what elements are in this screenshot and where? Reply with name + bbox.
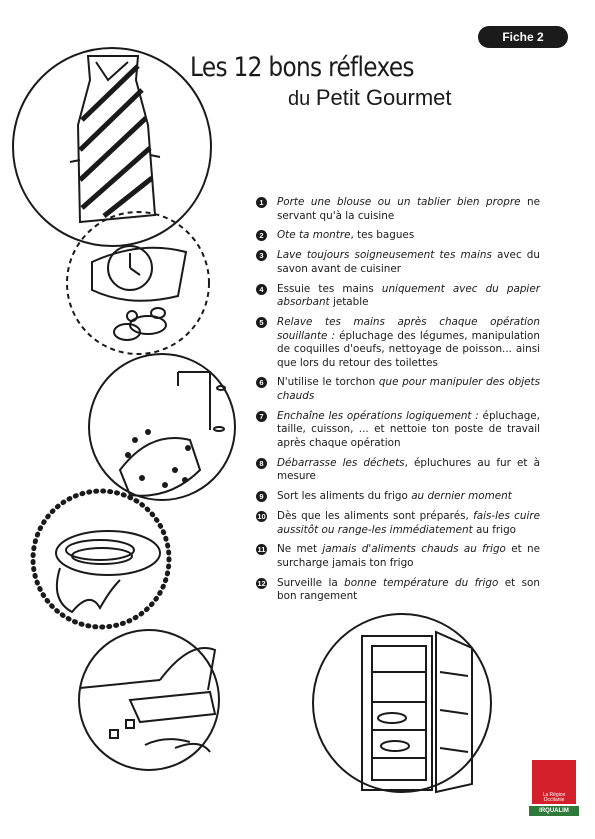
page-title-line1: Les 12 bons réflexes	[190, 52, 414, 83]
tip-text: avec du savon avant de cuisiner	[277, 249, 540, 275]
tip-text: N'utilise le torchon	[277, 376, 379, 389]
tip-item	[256, 490, 540, 504]
tip-number-badge: 1	[256, 197, 267, 208]
tip-number-badge: 2	[256, 230, 267, 241]
tip-text: au frigo	[472, 523, 517, 536]
tip-number-badge: 4	[256, 284, 267, 295]
tip-text: ne servant qu'à la cuisine	[277, 196, 541, 222]
tip-text: Dès que les aliments sont préparés,	[277, 509, 474, 522]
tip-item	[256, 457, 540, 484]
tip-item	[256, 283, 540, 310]
tip-text: , épluchures au fur et à mesure	[277, 456, 540, 483]
tip-item	[256, 196, 540, 223]
handwash-illustration	[89, 354, 235, 500]
tip-emphasis: Porte une blouse ou un tablier bien propre	[277, 196, 521, 208]
title-prefix: du	[288, 88, 316, 110]
tip-emphasis: au dernier moment	[411, 490, 512, 503]
tip-text: jetable	[329, 296, 369, 309]
title-main: Petit Gourmet	[315, 85, 452, 110]
tip-item	[256, 249, 540, 276]
tip-emphasis: Enchaîne les opérations logiquement :	[277, 409, 479, 422]
tip-text: , tes bagues	[350, 229, 415, 242]
fridge-illustration	[313, 614, 491, 792]
tip-item	[256, 376, 540, 403]
tip-number-badge: 7	[256, 411, 267, 422]
tip-item	[256, 577, 540, 604]
tip-item	[256, 316, 540, 370]
tip-emphasis: Lave toujours soigneusement tes mains	[277, 249, 492, 262]
logo-region-text: La Région Occitanie	[542, 792, 566, 803]
logo-brand: IRQUALIM	[529, 806, 579, 816]
region-logo	[529, 760, 579, 820]
cutting-board-illustration	[79, 630, 219, 770]
tip-text: épluchage des légumes, manipulation de coquilles d'oeufs, nettoyage de poisson... ainsi que lors du retour des toilettes	[277, 329, 540, 369]
tip-emphasis: uniquement avec du papier absorbant	[277, 282, 540, 309]
tip-number-badge: 3	[256, 250, 267, 261]
tip-emphasis: Débarrasse les déchets	[277, 456, 405, 469]
tip-number-badge: 6	[256, 377, 267, 388]
tip-text: Essuie tes mains	[277, 282, 382, 295]
tip-item	[256, 543, 540, 570]
tip-emphasis: Ote ta montre	[277, 229, 351, 242]
tip-text: Ne met	[277, 543, 323, 556]
tip-number-badge: 10	[257, 511, 266, 521]
fiche-badge: Fiche 2	[478, 26, 568, 48]
tip-number-badge: 12	[257, 578, 266, 588]
watch-illustration	[67, 212, 209, 354]
tip-number-badge: 11	[257, 545, 266, 555]
tip-number-badge: 9	[256, 491, 267, 502]
tip-emphasis: bonne température du frigo	[344, 576, 499, 589]
tip-item	[256, 410, 540, 451]
tip-text: Surveille la	[277, 576, 345, 589]
tip-number-badge: 8	[256, 458, 267, 469]
tip-text: et ne surcharge jamais ton frigo	[277, 543, 540, 569]
tips-list	[256, 196, 540, 610]
tip-item	[256, 510, 540, 537]
tip-number-badge: 5	[256, 317, 267, 328]
tip-emphasis: Relave tes mains après chaque opération souillante :	[277, 315, 540, 342]
tip-emphasis: jamais d'aliments chauds au frigo	[322, 543, 506, 556]
tip-text: et son bon rangement	[277, 576, 540, 603]
tip-emphasis: que pour manipuler des objets chauds	[277, 376, 540, 403]
tip-text: épluchage, taille, cuisson, ... et nettoie ton poste de travail après chaque opération	[277, 409, 540, 450]
hotplate-illustration	[33, 491, 169, 627]
tip-text: Sort les aliments du frigo	[277, 490, 412, 503]
tip-emphasis: fais-les cuire aussitôt ou range-les immédiatement	[277, 509, 540, 536]
tip-item	[256, 229, 540, 243]
